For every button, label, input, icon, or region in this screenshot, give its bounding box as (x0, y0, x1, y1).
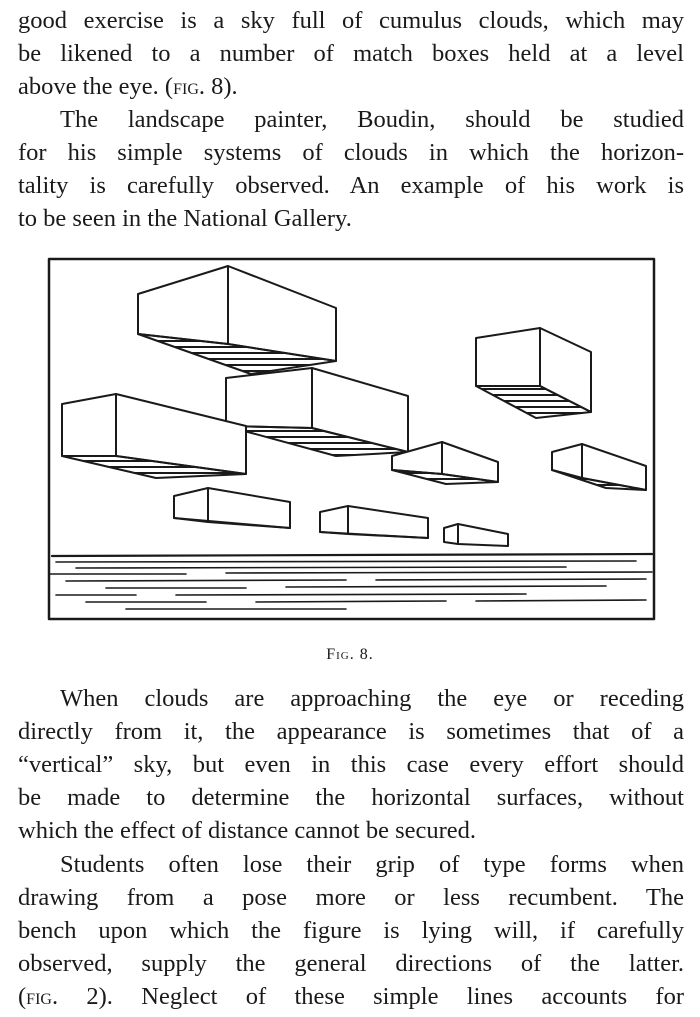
text-line: Students often lose their grip of type forms when (60, 851, 684, 878)
cloud-box-right-upper (476, 328, 591, 418)
cloud-box-large-top (138, 266, 336, 374)
text-segment: ( (18, 983, 27, 1010)
cloud-box-low-right (444, 524, 508, 546)
cloud-box-left (62, 394, 246, 478)
text-line: be made to determine the horizontal surfaces, without (18, 784, 684, 811)
figure-caption: Fig. 8. (326, 646, 374, 663)
text-line: bench upon which the figure is lying will, if carefully (18, 917, 684, 944)
text-line: “vertical” sky, but even in this case every effort should (18, 751, 684, 778)
paragraph-vertical-sky (18, 682, 684, 847)
text-line: for his simple systems of clouds in which the horizon- (18, 139, 684, 166)
cloud-box-right-edge (552, 444, 646, 490)
text-line: be likened to a number of match boxes held at a level (18, 40, 684, 67)
figure-reference: fig (26, 984, 52, 1009)
text-line: drawing from a pose more or less recumbent. The (18, 884, 684, 911)
text-line: good exercise is a sky full of cumulus clouds, which may (18, 7, 684, 34)
text-line: The landscape painter, Boudin, should be studied (60, 106, 684, 133)
paragraph-boudin (18, 103, 684, 235)
text-line (18, 70, 684, 103)
paragraph-recumbent-pose (18, 848, 684, 1013)
text-line: to be seen in the National Gallery. (18, 205, 352, 232)
text-segment: . 8). (198, 73, 238, 100)
text-line: which the effect of distance cannot be secured. (18, 817, 477, 844)
text-segment: . 2). Neglect of these simple lines accounts for (51, 983, 684, 1010)
figure-cloud-boxes (46, 256, 658, 624)
figure-reference: fig (173, 74, 199, 99)
text-line: observed, supply the general directions of the latter. (18, 950, 684, 977)
cloud-boxes-illustration (46, 256, 658, 624)
text-line (18, 980, 684, 1013)
paragraph-cumulus-exercise (18, 4, 684, 103)
text-line: tality is carefully observed. An example of his work is (18, 172, 684, 199)
text-segment: above the eye. ( (18, 73, 174, 100)
cloud-box-large-center (226, 368, 408, 456)
sea-horizon-lines (50, 554, 652, 609)
text-line: directly from it, the appearance is sometimes that of a (18, 718, 684, 745)
text-line: When clouds are approaching the eye or receding (60, 685, 684, 712)
cloud-box-low-center (320, 506, 428, 538)
cloud-box-low-left (174, 488, 290, 528)
